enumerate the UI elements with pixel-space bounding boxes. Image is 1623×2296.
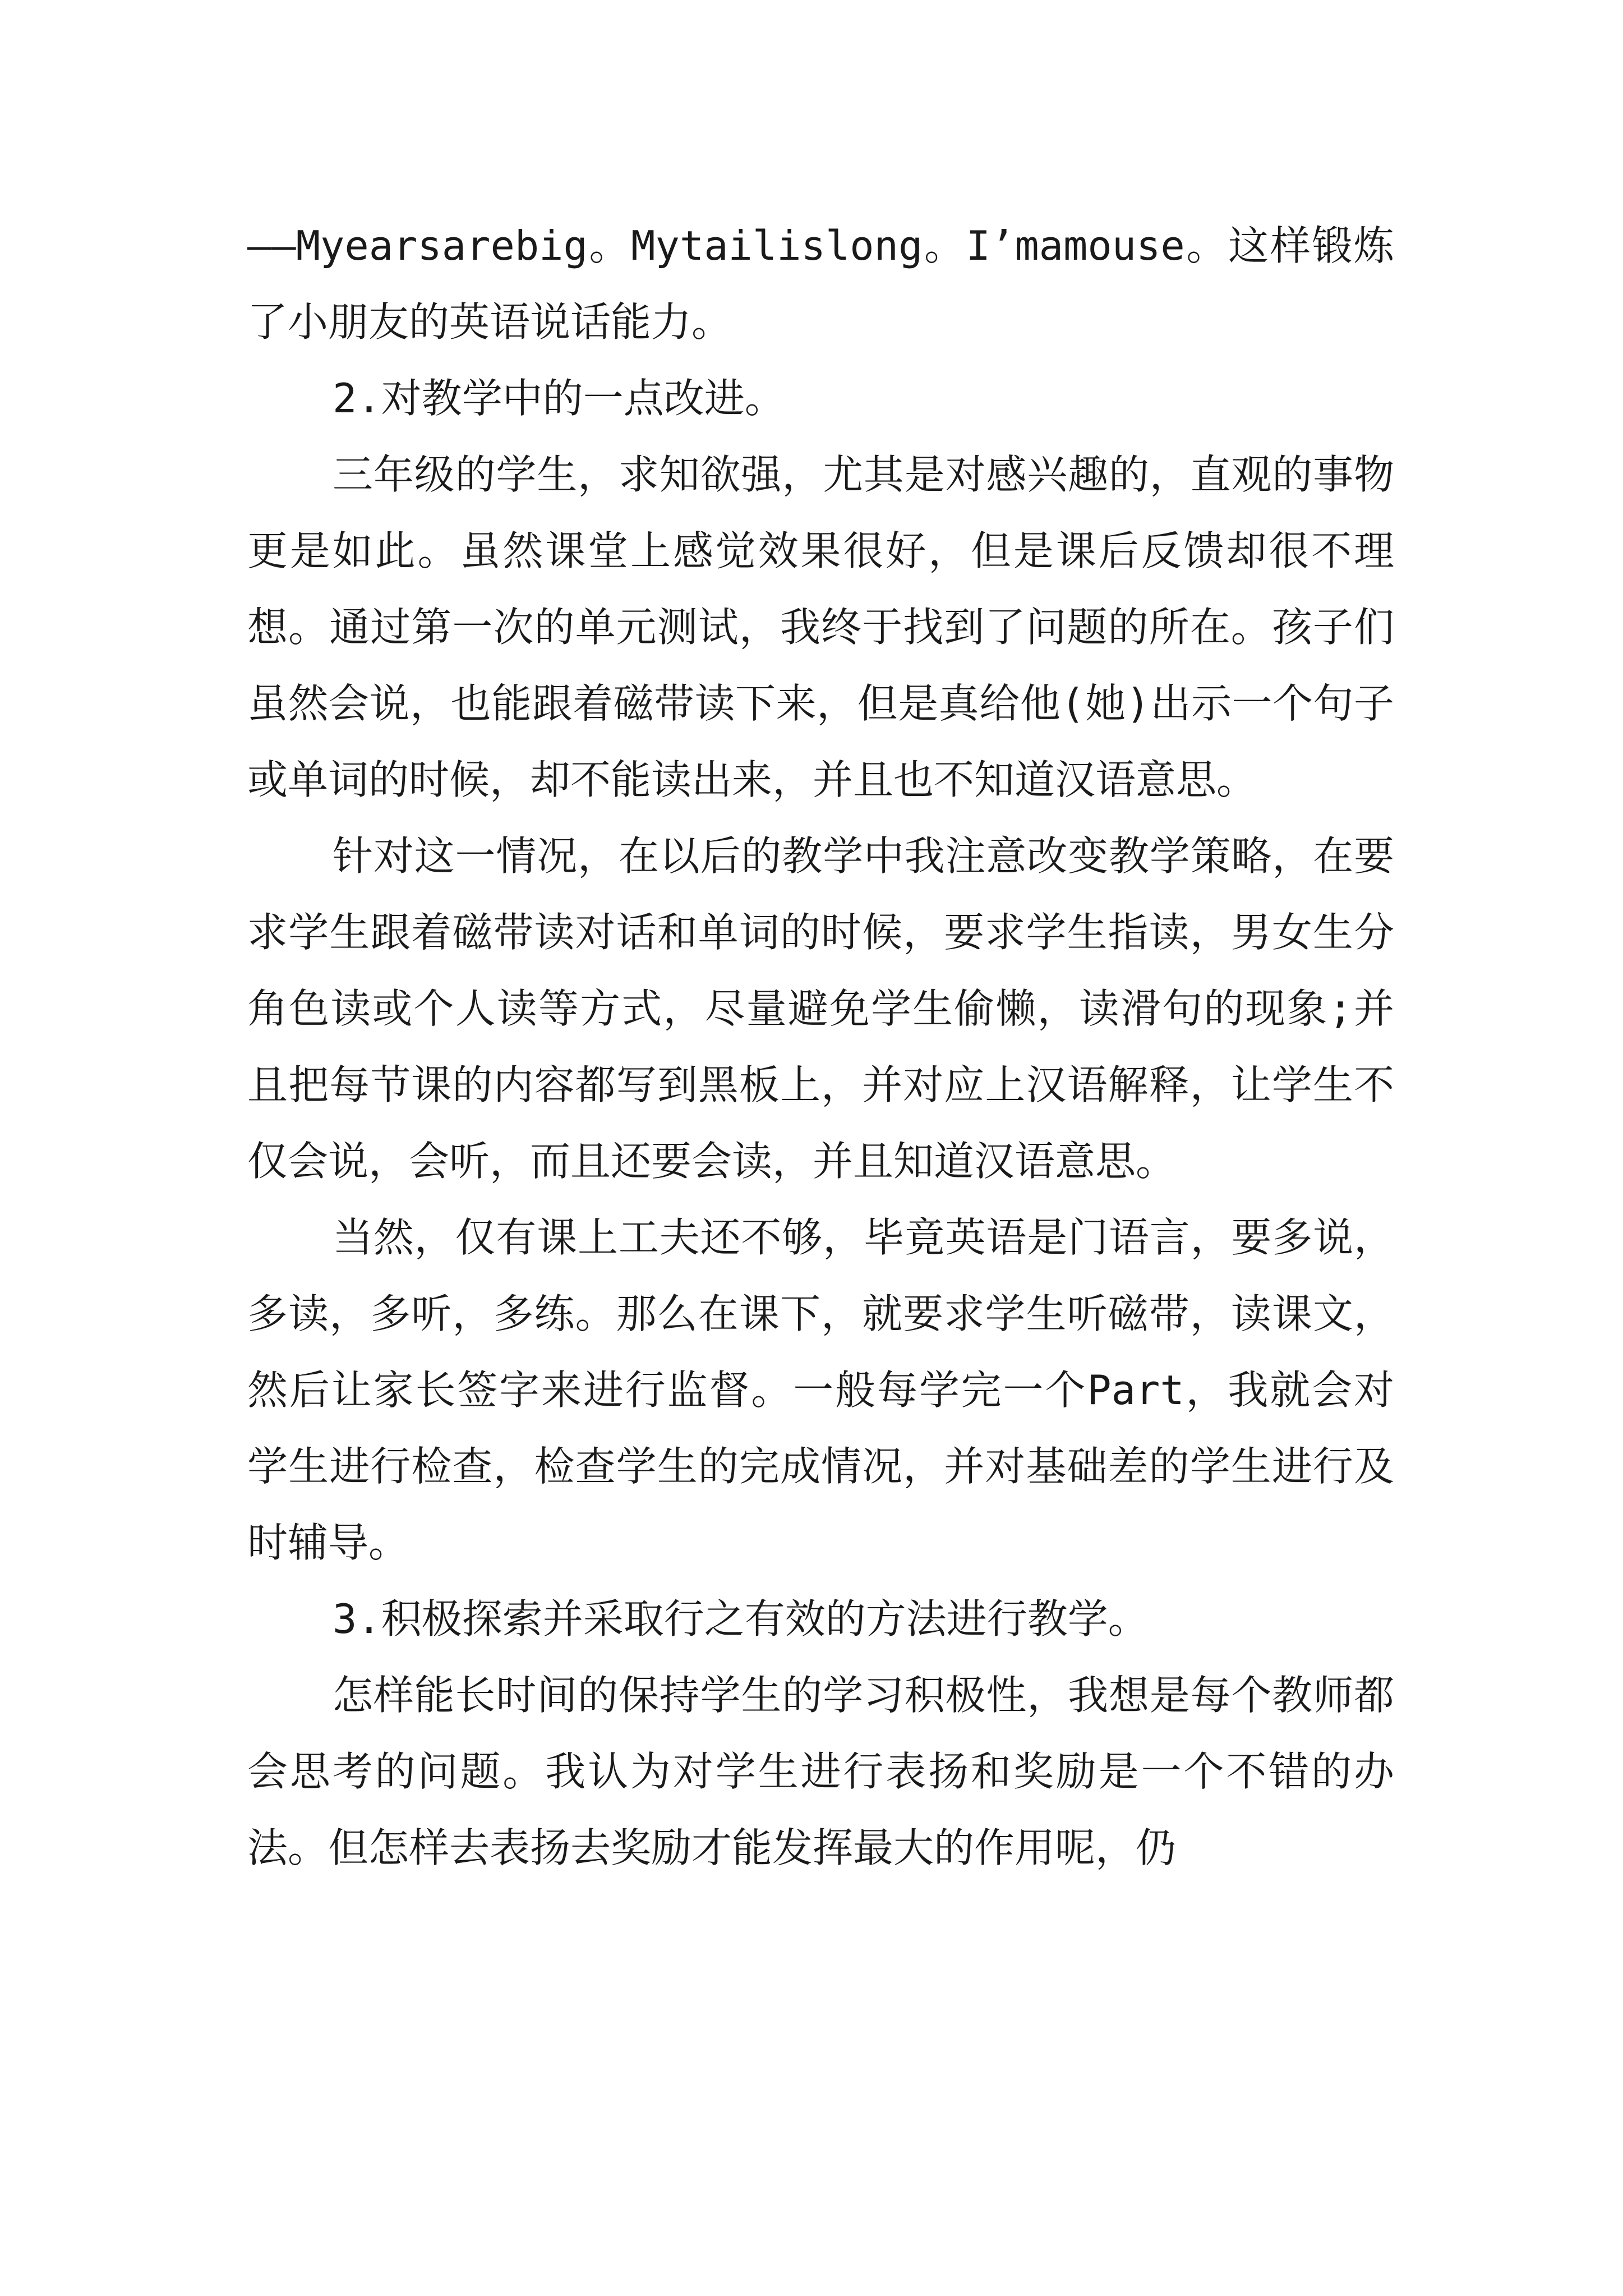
- section-heading-3: 3.积极探索并采取行之有效的方法进行教学。: [333, 1595, 1149, 1642]
- paragraph-7: 怎样能长时间的保持学生的学习积极性，我想是每个教师都会思考的问题。我认为对学生进行表扬和奖励是一个不错的办法。但怎样去表扬去奖励才能发挥最大的作用呢，仍: [247, 1672, 1394, 1871]
- document-body: [247, 208, 1394, 1886]
- paragraph-4: 针对这一情况，在以后的教学中我注意改变教学策略，在要求学生跟着磁带读对话和单词的时候，要求学生指读，男女生分角色读或个人读等方式，尽量避免学生偷懒，读滑句的现象;并且把每节课的内容都写到黑板上，并对应上汉语解释，让学生不仅会说，会听，而且还要会读，并且知道汉语意思。: [247, 832, 1394, 1185]
- paragraph-5: 当然，仅有课上工夫还不够，毕竟英语是门语言，要多说，多读，多听，多练。那么在课下，就要求学生听磁带，读课文，然后让家长签字来进行监督。一般每学完一个Part，我就会对学生进行检查，检查学生的完成情况，并对基础差的学生进行及时辅导。: [247, 1214, 1394, 1566]
- paragraph-1: ——Myearsarebig。Mytailislong。I’mamouse。这样锻炼了小朋友的英语说话能力。: [247, 222, 1394, 346]
- section-heading-2: 2.对教学中的一点改进。: [333, 375, 785, 422]
- paragraph-3: 三年级的学生，求知欲强，尤其是对感兴趣的，直观的事物更是如此。虽然课堂上感觉效果很好，但是课后反馈却很不理想。通过第一次的单元测试，我终于找到了问题的所在。孩子们虽然会说，也能跟着磁带读下来，但是真给他(她)出示一个句子或单词的时候，却不能读出来，并且也不知道汉语意思。: [247, 451, 1394, 803]
